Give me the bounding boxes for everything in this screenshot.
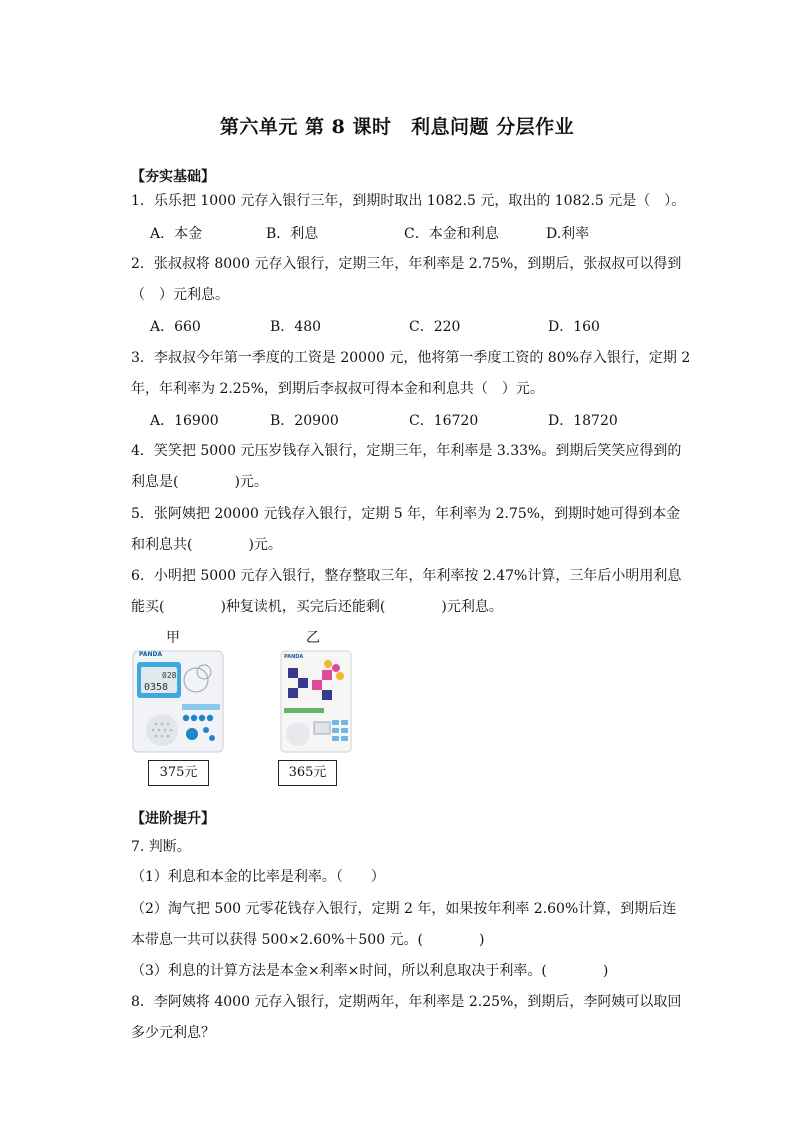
cassette-player-b-graphic (280, 650, 352, 753)
question-8-line-2: 多少元利息？ (131, 1025, 215, 1041)
question-2-line-2: （ ）元利息。 (131, 287, 229, 303)
option-d: D．18720 (548, 413, 618, 429)
cassette-player-a-image (132, 650, 224, 753)
option-d: D.利率 (546, 226, 590, 242)
brand-logo-b: PANDA (284, 654, 304, 660)
question-5-line-1: 5．张阿姨把 20000 元钱存入银行，定期 5 年，年利率为 2.75%，到期时她可得到本金 (131, 506, 681, 522)
section-heading-basic: 【夯实基础】 (131, 169, 215, 185)
option-b: B．480 (270, 319, 322, 335)
question-4-line-1: 4．笑笑把 5000 元压岁钱存入银行，定期三年，年利率是 3.33%。到期后笑笑应得到的 (131, 443, 682, 459)
question-7-statement-2-line-2: 本带息一共可以获得 500×2.60%＋500 元。( ) (131, 932, 485, 948)
device-label-a: 甲 (166, 630, 180, 646)
question-6-line-1: 6．小明把 5000 元存入银行，整存整取三年，年利率按 2.47%计算，三年后小明用利息 (131, 568, 682, 584)
page-title: 第六单元 第 8 课时 利息问题 分层作业 (219, 116, 575, 138)
question-7-statement-2-line-1: （2）淘气把 500 元零花钱存入银行，定期 2 年，如果按年利率 2.60%计算，到期后连 (131, 901, 677, 917)
question-2-options (150, 316, 650, 336)
option-a: A．16900 (150, 413, 219, 429)
cassette-player-a-graphic (132, 650, 224, 753)
option-d: D．160 (548, 319, 600, 335)
question-2-line-1: 2．张叔叔将 8000 元存入银行，定期三年，年利率是 2.75%，到期后，张叔叔可以得到 (131, 256, 682, 272)
option-b: B．20900 (270, 413, 339, 429)
question-3-line-1: 3．李叔叔今年第一季度的工资是 20000 元，他将第一季度工资的 80%存入银行，定期 2 (131, 350, 691, 366)
option-a: A．本金 (150, 226, 203, 242)
section-heading-advanced: 【进阶提升】 (131, 811, 215, 827)
screen-bottom-readout: 0358 (144, 682, 169, 693)
option-a: A．660 (150, 319, 201, 335)
question-3-options (150, 410, 650, 430)
device-label-b: 乙 (306, 630, 320, 646)
question-7-statement-3: （3）利息的计算方法是本金×利率×时间，所以利息取决于利率。( ) (131, 963, 609, 979)
question-4-line-2: 利息是( )元。 (131, 474, 268, 490)
option-c: C．220 (409, 319, 461, 335)
price-tag-a: 375元 (148, 760, 209, 786)
question-7-intro: 7. 判断。 (131, 839, 191, 855)
question-6-line-2: 能买( )种复读机，买完后还能剩( )元利息。 (131, 599, 503, 615)
question-7-statement-1: （1）利息和本金的比率是利率。（ ） (131, 869, 385, 885)
cassette-player-b-image (280, 650, 352, 753)
brand-logo-a: PANDA (139, 651, 163, 658)
question-1-text: 1．乐乐把 1000 元存入银行三年，到期时取出 1082.5 元，取出的 1082.5 元是（ ）。 (131, 193, 686, 209)
question-3-line-2: 年，年利率为 2.25%，到期后李叔叔可得本金和利息共（ ）元。 (131, 381, 544, 397)
question-5-line-2: 和利息共( )元。 (131, 537, 282, 553)
option-c: C．16720 (409, 413, 479, 429)
option-c: C．本金和利息 (404, 226, 499, 242)
option-b: B．利息 (266, 226, 319, 242)
screen-top-readout: 028 (162, 671, 177, 680)
question-1-options (150, 223, 650, 243)
question-8-line-1: 8．李阿姨将 4000 元存入银行，定期两年，年利率是 2.25%，到期后，李阿姨可以取回 (131, 994, 682, 1010)
price-tag-b: 365元 (278, 760, 337, 786)
